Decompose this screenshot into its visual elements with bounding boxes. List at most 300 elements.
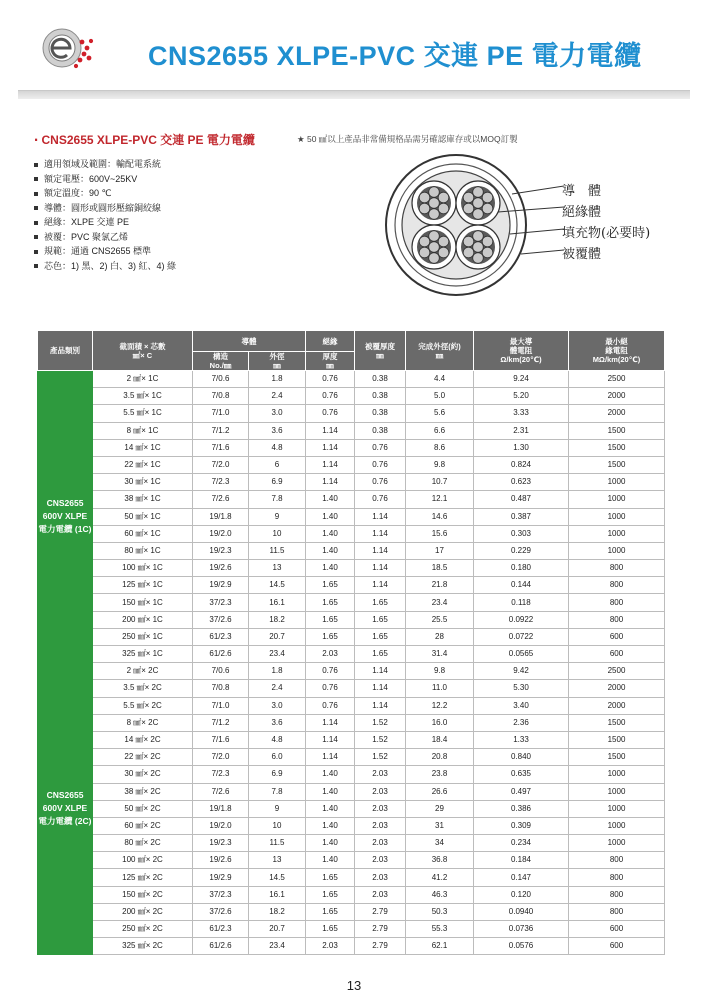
table-cell: 2.36 [474, 714, 569, 731]
table-cell: 37/2.6 [193, 903, 249, 920]
table-cell: 800 [569, 560, 665, 577]
table-cell: 0.76 [355, 491, 406, 508]
table-cell: 0.76 [306, 663, 355, 680]
table-cell: 38 ㎟× 2C [93, 783, 193, 800]
table-cell: 1.65 [355, 646, 406, 663]
conductor-strand [419, 203, 430, 214]
table-cell: 1.65 [355, 594, 406, 611]
table-cell: 6.6 [406, 422, 474, 439]
section-title: ‧ CNS2655 XLPE-PVC 交連 PE 電力電纜 [34, 133, 255, 147]
table-cell: 0.38 [355, 422, 406, 439]
table-cell: 1.14 [355, 508, 406, 525]
table-cell: 2.03 [355, 800, 406, 817]
table-cell: 34 [406, 835, 474, 852]
table-row [38, 491, 665, 508]
table-cell: 800 [569, 577, 665, 594]
conductor-strand [438, 192, 449, 203]
table-cell: 1000 [569, 766, 665, 783]
table-cell: 1000 [569, 525, 665, 542]
table-cell: 7/2.0 [193, 749, 249, 766]
table-cell: 4.8 [249, 731, 306, 748]
table-cell: 150 ㎟× 2C [93, 886, 193, 903]
table-cell: 7/2.3 [193, 766, 249, 783]
table-cell: 2.03 [355, 783, 406, 800]
company-logo [38, 26, 98, 76]
table-cell: 1.14 [355, 542, 406, 559]
table-row [38, 800, 665, 817]
table-cell: 26.6 [406, 783, 474, 800]
table-cell: 19/1.8 [193, 508, 249, 525]
table-cell: 5.0 [406, 388, 474, 405]
table-cell: 2 ㎟× 2C [93, 663, 193, 680]
table-row [38, 388, 665, 405]
table-cell: 19/2.0 [193, 817, 249, 834]
table-cell: 600 [569, 921, 665, 938]
table-cell: 41.2 [406, 869, 474, 886]
conductor-strand [463, 192, 474, 203]
table-cell: 5.5 ㎟× 1C [93, 405, 193, 422]
table-cell: 1000 [569, 474, 665, 491]
table-cell: 0.144 [474, 577, 569, 594]
table-row [38, 371, 665, 388]
table-cell: 61/2.6 [193, 646, 249, 663]
table-cell: 19/2.9 [193, 577, 249, 594]
header-od: 外徑 ㎜ [249, 352, 306, 371]
conductor-strand [463, 203, 474, 214]
table-cell: 1.14 [355, 560, 406, 577]
table-row [38, 628, 665, 645]
table-cell: 7/0.8 [193, 388, 249, 405]
table-cell: 1.14 [306, 714, 355, 731]
table-row [38, 594, 665, 611]
table-cell: 0.76 [306, 371, 355, 388]
table-cell: 6 [249, 456, 306, 473]
table-cell: 7/2.0 [193, 456, 249, 473]
spec-item: 適用領域及範圍：輸配電系統 [34, 157, 176, 172]
table-cell: 0.840 [474, 749, 569, 766]
table-cell: 61/2.6 [193, 938, 249, 955]
table-body [38, 371, 665, 955]
table-cell: 1500 [569, 422, 665, 439]
table-cell: 10 [249, 817, 306, 834]
spec-item: 芯色：1) 黑、2) 白、3) 紅、4) 綠 [34, 259, 176, 274]
table-cell: 3.40 [474, 697, 569, 714]
table-row [38, 835, 665, 852]
table-cell: 12.1 [406, 491, 474, 508]
table-cell: 0.497 [474, 783, 569, 800]
table-cell: 19/2.3 [193, 542, 249, 559]
table-row [38, 508, 665, 525]
table-cell: 0.76 [306, 680, 355, 697]
table-cell: 20.7 [249, 628, 306, 645]
table-cell: 46.3 [406, 886, 474, 903]
bullet-icon [34, 206, 38, 210]
table-cell: 100 ㎟× 1C [93, 560, 193, 577]
table-cell: 37/2.6 [193, 611, 249, 628]
table-cell: 2.79 [355, 921, 406, 938]
table-cell: 1.30 [474, 439, 569, 456]
table-cell: 1.52 [355, 749, 406, 766]
conductor-strand [473, 253, 484, 264]
table-cell: 1.40 [306, 800, 355, 817]
spec-item: 被覆：PVC 聚氯乙烯 [34, 230, 176, 245]
table-cell: 5.6 [406, 405, 474, 422]
header-min-insulation-resistance: 最小絕 緣電阻 MΩ/km(20℃) [569, 331, 665, 371]
table-cell: 11.5 [249, 542, 306, 559]
table-cell: 7.8 [249, 783, 306, 800]
table-cell: 1000 [569, 783, 665, 800]
table-row [38, 474, 665, 491]
conductor-strand [482, 192, 493, 203]
table-cell: 13 [249, 560, 306, 577]
table-cell: 2.03 [355, 869, 406, 886]
table-cell: 600 [569, 646, 665, 663]
table-cell: 23.4 [249, 938, 306, 955]
table-cell: 3.6 [249, 422, 306, 439]
conductor-strand [482, 203, 493, 214]
table-cell: 1.65 [306, 611, 355, 628]
table-cell: 18.2 [249, 611, 306, 628]
table-cell: 1000 [569, 491, 665, 508]
conductor-strand [429, 187, 440, 198]
table-cell: 0.0922 [474, 611, 569, 628]
table-cell: 0.0722 [474, 628, 569, 645]
group-label: CNS2655 600V XLPE 電力電纜 (2C) [38, 663, 93, 955]
callout-insulation: 絕緣體 [562, 205, 602, 220]
conductor-strand [482, 236, 493, 247]
table-cell: 1.14 [355, 577, 406, 594]
table-cell: 0.76 [355, 439, 406, 456]
table-cell: 8 ㎟× 2C [93, 714, 193, 731]
table-row [38, 577, 665, 594]
conductor-strand [473, 231, 484, 242]
table-cell: 2500 [569, 663, 665, 680]
table-cell: 50.3 [406, 903, 474, 920]
conductor-strand [473, 187, 484, 198]
table-row [38, 714, 665, 731]
page-title: CNS2655 XLPE-PVC 交連 PE 電力電纜 [148, 41, 642, 71]
table-row [38, 542, 665, 559]
table-cell: 0.76 [306, 697, 355, 714]
table-cell: 0.0736 [474, 921, 569, 938]
table-cell: 0.0940 [474, 903, 569, 920]
table-cell: 23.8 [406, 766, 474, 783]
table-cell: 9.42 [474, 663, 569, 680]
header-overall-diameter: 完成外徑(約) ㎜ [406, 331, 474, 371]
spec-table [37, 330, 665, 955]
table-cell: 38 ㎟× 1C [93, 491, 193, 508]
table-cell: 37/2.3 [193, 594, 249, 611]
table-cell: 2.03 [355, 817, 406, 834]
table-cell: 125 ㎟× 2C [93, 869, 193, 886]
spec-list [34, 157, 176, 273]
table-cell: 10 [249, 525, 306, 542]
table-cell: 4.4 [406, 371, 474, 388]
group-label: CNS2655 600V XLPE 電力電纜 (1C) [38, 371, 93, 663]
conductor-strand [473, 209, 484, 220]
table-cell: 1.8 [249, 371, 306, 388]
conductor-strand [438, 247, 449, 258]
table-cell: 0.487 [474, 491, 569, 508]
table-cell: 1000 [569, 835, 665, 852]
table-row [38, 749, 665, 766]
table-cell: 14.6 [406, 508, 474, 525]
table-cell: 0.0565 [474, 646, 569, 663]
table-cell: 14 ㎟× 1C [93, 439, 193, 456]
conductor-strand [419, 247, 430, 258]
table-cell: 125 ㎟× 1C [93, 577, 193, 594]
table-cell: 1.14 [355, 697, 406, 714]
table-cell: 18.2 [249, 903, 306, 920]
table-cell: 2000 [569, 388, 665, 405]
table-cell: 30 ㎟× 2C [93, 766, 193, 783]
table-cell: 7/1.0 [193, 697, 249, 714]
title-divider [18, 90, 690, 99]
table-cell: 1.14 [355, 663, 406, 680]
callout-conductor: 導 體 [562, 184, 602, 199]
table-cell: 0.38 [355, 371, 406, 388]
table-cell: 1.14 [355, 525, 406, 542]
table-cell: 1500 [569, 731, 665, 748]
table-cell: 1500 [569, 714, 665, 731]
cable-cross-section [364, 150, 564, 300]
table-cell: 10.7 [406, 474, 474, 491]
table-cell: 14 ㎟× 2C [93, 731, 193, 748]
table-cell: 6.0 [249, 749, 306, 766]
table-row [38, 921, 665, 938]
spec-item: 額定電壓：600V~25KV [34, 172, 176, 187]
table-row [38, 405, 665, 422]
table-cell: 1.65 [355, 628, 406, 645]
table-row [38, 766, 665, 783]
table-cell: 25.5 [406, 611, 474, 628]
table-cell: 60 ㎟× 2C [93, 817, 193, 834]
table-cell: 7/0.8 [193, 680, 249, 697]
table-cell: 3.5 ㎟× 1C [93, 388, 193, 405]
table-cell: 1.40 [306, 852, 355, 869]
bullet-icon [34, 221, 38, 225]
table-cell: 80 ㎟× 1C [93, 542, 193, 559]
table-cell: 3.0 [249, 697, 306, 714]
table-cell: 150 ㎟× 1C [93, 594, 193, 611]
table-cell: 0.387 [474, 508, 569, 525]
table-cell: 1000 [569, 817, 665, 834]
table-cell: 9 [249, 800, 306, 817]
table-cell: 2 ㎟× 1C [93, 371, 193, 388]
table-cell: 16.0 [406, 714, 474, 731]
table-cell: 1.65 [306, 903, 355, 920]
table-cell: 11.0 [406, 680, 474, 697]
table-cell: 3.33 [474, 405, 569, 422]
table-cell: 0.180 [474, 560, 569, 577]
table-cell: 5.30 [474, 680, 569, 697]
table-row [38, 560, 665, 577]
table-cell: 1.14 [306, 422, 355, 439]
table-cell: 19/2.3 [193, 835, 249, 852]
table-cell: 55.3 [406, 921, 474, 938]
table-cell: 0.0576 [474, 938, 569, 955]
table-cell: 1.65 [306, 921, 355, 938]
table-cell: 2000 [569, 680, 665, 697]
table-cell: 6.9 [249, 766, 306, 783]
table-cell: 20.7 [249, 921, 306, 938]
spec-item: 絕緣：XLPE 交連 PE [34, 215, 176, 230]
table-row [38, 456, 665, 473]
table-cell: 1.40 [306, 817, 355, 834]
table-cell: 600 [569, 938, 665, 955]
table-cell: 6.9 [249, 474, 306, 491]
header-area: 截面積 × 芯數 ㎟× C [93, 331, 193, 371]
table-cell: 1000 [569, 800, 665, 817]
table-cell: 325 ㎟× 1C [93, 646, 193, 663]
table-cell: 2.03 [306, 938, 355, 955]
table-cell: 0.38 [355, 405, 406, 422]
table-cell: 2.03 [355, 886, 406, 903]
table-cell: 7.8 [249, 491, 306, 508]
table-cell: 600 [569, 628, 665, 645]
table-cell: 9.8 [406, 663, 474, 680]
header-sheath: 被覆厚度 ㎜ [355, 331, 406, 371]
table-cell: 13 [249, 852, 306, 869]
table-cell: 1.40 [306, 835, 355, 852]
table-cell: 50 ㎟× 2C [93, 800, 193, 817]
table-cell: 7/2.6 [193, 783, 249, 800]
conductor-strand [429, 231, 440, 242]
table-row [38, 783, 665, 800]
table-cell: 1.65 [306, 594, 355, 611]
table-cell: 22 ㎟× 2C [93, 749, 193, 766]
table-cell: 5.20 [474, 388, 569, 405]
table-row [38, 731, 665, 748]
table-cell: 19/2.6 [193, 852, 249, 869]
table-cell: 100 ㎟× 2C [93, 852, 193, 869]
conductor-strand [463, 236, 474, 247]
table-cell: 2500 [569, 371, 665, 388]
table-cell: 0.303 [474, 525, 569, 542]
header-category: 產品類別 [38, 331, 93, 371]
bullet-icon [34, 192, 38, 196]
table-row [38, 869, 665, 886]
table-cell: 7/1.0 [193, 405, 249, 422]
table-cell: 1500 [569, 439, 665, 456]
table-cell: 0.229 [474, 542, 569, 559]
table-header-row [38, 331, 665, 352]
table-cell: 18.5 [406, 560, 474, 577]
table-cell: 1.65 [355, 611, 406, 628]
table-cell: 62.1 [406, 938, 474, 955]
table-cell: 16.1 [249, 594, 306, 611]
table-cell: 325 ㎟× 2C [93, 938, 193, 955]
table-cell: 19/2.9 [193, 869, 249, 886]
table-cell: 31.4 [406, 646, 474, 663]
table-row [38, 938, 665, 955]
table-cell: 7/2.6 [193, 491, 249, 508]
table-cell: 30 ㎟× 1C [93, 474, 193, 491]
conductor-strand [419, 236, 430, 247]
table-row [38, 817, 665, 834]
table-cell: 2.4 [249, 680, 306, 697]
table-cell: 15.6 [406, 525, 474, 542]
table-cell: 1.52 [355, 731, 406, 748]
table-cell: 31 [406, 817, 474, 834]
table-cell: 50 ㎟× 1C [93, 508, 193, 525]
table-cell: 61/2.3 [193, 921, 249, 938]
callout-filler: 填充物(必要時) [562, 226, 651, 241]
header-max-resistance: 最大導 體電阻 Ω/km(20℃) [474, 331, 569, 371]
conductor-strand [463, 247, 474, 258]
header-conductor: 導體 [193, 331, 306, 352]
table-cell: 5.5 ㎟× 2C [93, 697, 193, 714]
table-cell: 80 ㎟× 2C [93, 835, 193, 852]
table-cell: 200 ㎟× 1C [93, 611, 193, 628]
table-row [38, 422, 665, 439]
table-cell: 7/1.2 [193, 422, 249, 439]
table-cell: 250 ㎟× 2C [93, 921, 193, 938]
table-cell: 19/2.0 [193, 525, 249, 542]
table-cell: 800 [569, 903, 665, 920]
table-cell: 1.40 [306, 542, 355, 559]
table-cell: 0.118 [474, 594, 569, 611]
conductor-strand [419, 192, 430, 203]
table-cell: 28 [406, 628, 474, 645]
table-cell: 1.14 [306, 731, 355, 748]
table-cell: 2.03 [355, 852, 406, 869]
spec-item: 導體：圓形或圓形壓縮銅絞線 [34, 201, 176, 216]
table-cell: 23.4 [406, 594, 474, 611]
table-cell: 1.40 [306, 525, 355, 542]
table-cell: 0.234 [474, 835, 569, 852]
table-cell: 800 [569, 594, 665, 611]
table-cell: 0.76 [355, 474, 406, 491]
table-cell: 9.8 [406, 456, 474, 473]
conductor-strand [429, 198, 440, 209]
table-cell: 2.31 [474, 422, 569, 439]
table-cell: 800 [569, 611, 665, 628]
table-cell: 2.4 [249, 388, 306, 405]
table-cell: 29 [406, 800, 474, 817]
conductor-strand [429, 253, 440, 264]
table-cell: 1.40 [306, 783, 355, 800]
table-cell: 14.5 [249, 869, 306, 886]
table-row [38, 886, 665, 903]
table-row [38, 439, 665, 456]
conductor-strand [473, 198, 484, 209]
callout-labels [562, 181, 650, 265]
table-row [38, 697, 665, 714]
table-cell: 8 ㎟× 1C [93, 422, 193, 439]
table-cell: 61/2.3 [193, 628, 249, 645]
table-cell: 1.14 [306, 439, 355, 456]
table-cell: 1.14 [306, 474, 355, 491]
table-cell: 0.147 [474, 869, 569, 886]
table-cell: 3.0 [249, 405, 306, 422]
page-number: 13 [346, 978, 362, 993]
table-cell: 1.65 [306, 628, 355, 645]
table-cell: 7/1.2 [193, 714, 249, 731]
table-cell: 18.4 [406, 731, 474, 748]
table-cell: 4.8 [249, 439, 306, 456]
table-row [38, 525, 665, 542]
table-cell: 2000 [569, 405, 665, 422]
table-cell: 1.65 [306, 577, 355, 594]
table-cell: 1500 [569, 456, 665, 473]
bullet-icon [34, 163, 38, 167]
table-cell: 2.03 [306, 646, 355, 663]
table-cell: 1.65 [306, 886, 355, 903]
table-cell: 0.184 [474, 852, 569, 869]
table-row [38, 646, 665, 663]
table-cell: 12.2 [406, 697, 474, 714]
